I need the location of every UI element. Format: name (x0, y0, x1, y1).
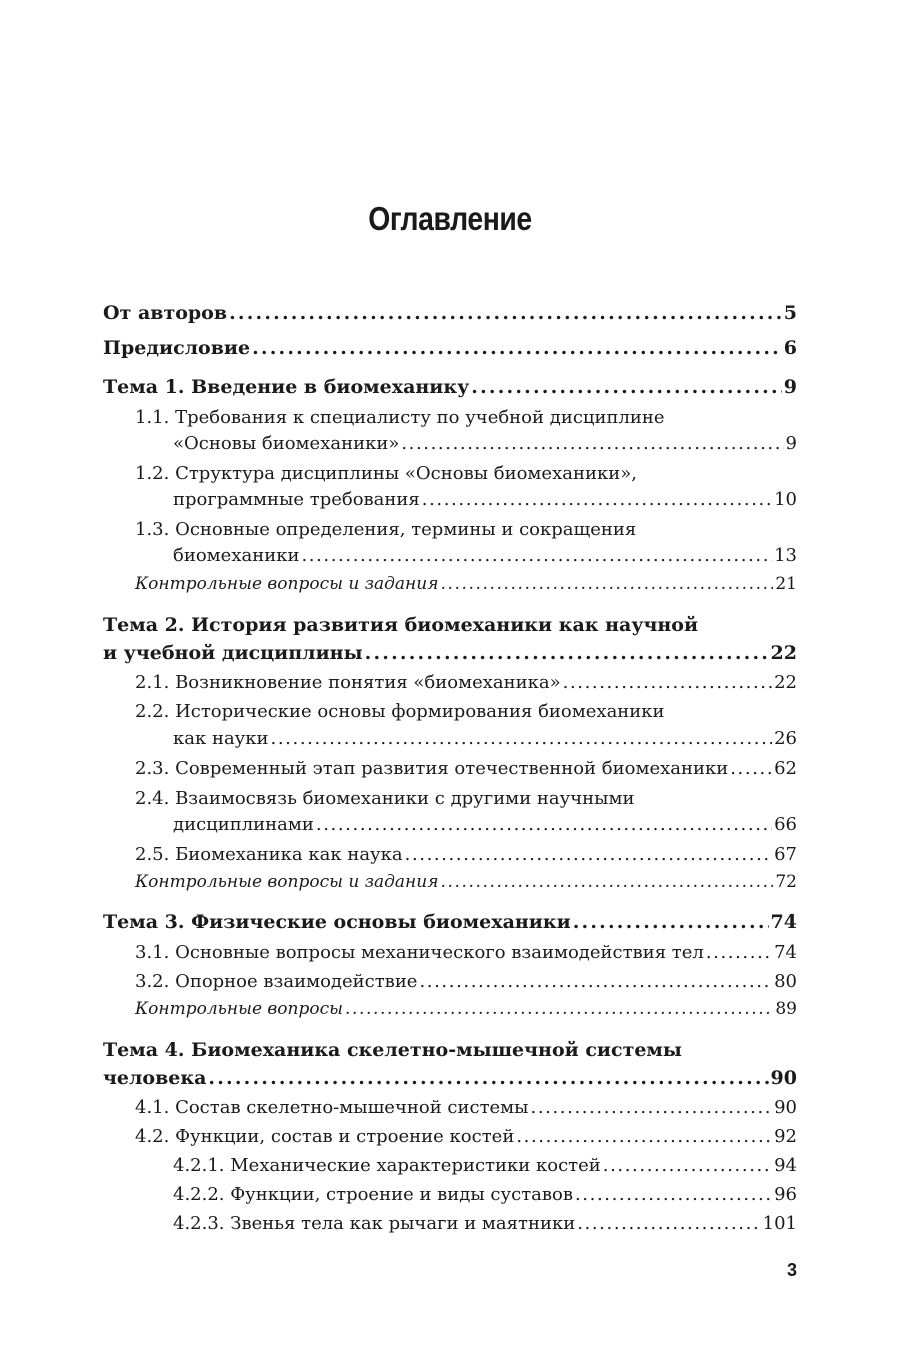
toc-entry-title-line1[interactable]: 1.3. Основные определения, термины и сокращения (135, 519, 637, 540)
toc-entry-title-line1[interactable]: Тема 2. История развития биомеханики как научной (103, 614, 699, 636)
toc-leader-dots (577, 1213, 760, 1234)
toc-leader-dots (422, 489, 772, 510)
toc-entry[interactable] (135, 999, 797, 1019)
toc-entry-title: 2.5. Биомеханика как наука (135, 844, 403, 865)
page-title: Оглавление (368, 200, 532, 237)
toc-page-number: 90 (770, 1067, 797, 1089)
toc-page-number: 101 (762, 1213, 797, 1234)
toc-entry[interactable] (135, 758, 797, 779)
toc-page-number: 94 (774, 1155, 797, 1176)
toc-page-number: 96 (774, 1184, 797, 1205)
toc-entry-title-line1[interactable]: Тема 4. Биомеханика скелетно-мышечной системы (103, 1039, 682, 1061)
toc-leader-dots (471, 376, 781, 398)
toc-entry-title: Тема 1. Введение в биомеханику (103, 376, 470, 398)
toc-page-number: 92 (774, 1126, 797, 1147)
toc-leader-dots (603, 1155, 772, 1176)
toc-page-number: 80 (774, 971, 797, 992)
toc-entry-title: и учебной дисциплины (103, 642, 363, 664)
toc-page-number: 9 (783, 376, 797, 398)
toc-entry-title-line1[interactable]: 1.1. Требования к специалисту по учебной дисциплине (135, 407, 665, 428)
toc-entry-title-line1[interactable]: 2.4. Взаимосвязь биомеханики с другими научными (135, 788, 635, 809)
toc-entry[interactable] (173, 433, 797, 454)
toc-leader-dots (563, 672, 772, 693)
toc-entry-title: «Основы биомеханики» (173, 433, 400, 454)
toc-page-number: 22 (774, 672, 797, 693)
toc-entry-title: 4.1. Состав скелетно-мышечной системы (135, 1097, 529, 1118)
toc-entry[interactable] (173, 545, 797, 566)
toc-entry-title: как науки (173, 728, 269, 749)
toc-entry[interactable] (173, 728, 797, 749)
toc-page-number: 89 (775, 999, 797, 1019)
toc-leader-dots (365, 642, 769, 664)
toc-entry-title: человека (103, 1067, 207, 1089)
toc-entry-title: Контрольные вопросы (135, 999, 343, 1019)
toc-entry[interactable] (135, 574, 797, 594)
toc-entry[interactable] (103, 1067, 797, 1089)
toc-leader-dots (575, 1184, 772, 1205)
toc-entry-title: 3.1. Основные вопросы механического взаимодействия тел (135, 942, 704, 963)
toc-entry-title: 4.2.2. Функции, строение и виды суставов (173, 1184, 573, 1205)
toc-entry-title: программные требования (173, 489, 420, 510)
toc-entry[interactable] (135, 942, 797, 963)
toc-entry-title: От авторов (103, 302, 228, 324)
toc-leader-dots (405, 844, 772, 865)
toc-leader-dots (516, 1126, 772, 1147)
toc-entry[interactable] (135, 844, 797, 865)
toc-entry[interactable] (173, 1184, 797, 1205)
toc-leader-dots (440, 872, 773, 892)
toc-page-number: 10 (774, 489, 797, 510)
toc-entry-title: 4.2. Функции, состав и строение костей (135, 1126, 515, 1147)
toc-entry[interactable] (135, 1097, 797, 1118)
toc-leader-dots (301, 545, 772, 566)
toc-entry[interactable] (173, 814, 797, 835)
toc-entry[interactable] (173, 1213, 797, 1234)
toc-leader-dots (419, 971, 772, 992)
toc-entry[interactable] (135, 872, 797, 892)
toc-entry-title: 2.3. Современный этап развития отечественной биомеханики (135, 758, 729, 779)
toc-entry[interactable] (103, 337, 797, 359)
toc-entry[interactable] (135, 672, 797, 693)
toc-page-number: 66 (774, 814, 797, 835)
toc-page-number: 62 (774, 758, 797, 779)
toc-entry-title: 4.2.1. Механические характеристики костей (173, 1155, 601, 1176)
page-number: 3 (786, 1260, 797, 1280)
toc-page-number: 26 (774, 728, 797, 749)
toc-page-number: 74 (770, 911, 797, 933)
toc-page-number: 90 (774, 1097, 797, 1118)
toc-entry[interactable] (103, 376, 797, 398)
toc-page-number: 5 (783, 302, 797, 324)
toc-entry-title: 2.1. Возникновение понятия «биомеханика» (135, 672, 561, 693)
toc-leader-dots (401, 433, 783, 454)
toc-page-number: 21 (775, 574, 797, 594)
toc-entry-title: Контрольные вопросы и задания (135, 872, 439, 892)
toc-leader-dots (730, 758, 772, 779)
toc-entry[interactable] (135, 1126, 797, 1147)
toc-page-number: 72 (775, 872, 797, 892)
toc-page-number: 74 (774, 942, 797, 963)
toc-page-number: 67 (774, 844, 797, 865)
toc-leader-dots (316, 814, 772, 835)
toc-entry[interactable] (103, 911, 797, 933)
toc-leader-dots (208, 1067, 768, 1089)
toc-entry[interactable] (173, 1155, 797, 1176)
toc-entry[interactable] (103, 302, 797, 324)
toc-leader-dots (252, 337, 782, 359)
toc-entry-title: Контрольные вопросы и задания (135, 574, 439, 594)
toc-leader-dots (229, 302, 782, 324)
toc-leader-dots (271, 728, 773, 749)
toc-leader-dots (440, 574, 773, 594)
toc-entry-title-line1[interactable]: 1.2. Структура дисциплины «Основы биомеханики», (135, 463, 637, 484)
toc-page-number: 9 (785, 433, 797, 454)
toc-leader-dots (573, 911, 769, 933)
toc-entry-title: 4.2.3. Звенья тела как рычаги и маятники (173, 1213, 576, 1234)
toc-page-number: 22 (770, 642, 797, 664)
toc-leader-dots (531, 1097, 773, 1118)
toc-entry[interactable] (173, 489, 797, 510)
toc-leader-dots (706, 942, 772, 963)
toc-entry-title: биомеханики (173, 545, 300, 566)
toc-entry-title: Тема 3. Физические основы биомеханики (103, 911, 571, 933)
toc-entry[interactable] (135, 971, 797, 992)
toc-entry-title: Предисловие (103, 337, 251, 359)
toc-leader-dots (345, 999, 773, 1019)
toc-entry[interactable] (103, 642, 797, 664)
toc-entry-title: 3.2. Опорное взаимодействие (135, 971, 418, 992)
toc-entry-title-line1[interactable]: 2.2. Исторические основы формирования биомеханики (135, 701, 665, 722)
toc-page-number: 13 (774, 545, 797, 566)
toc-page-number: 6 (783, 337, 797, 359)
toc-entry-title: дисциплинами (173, 814, 314, 835)
